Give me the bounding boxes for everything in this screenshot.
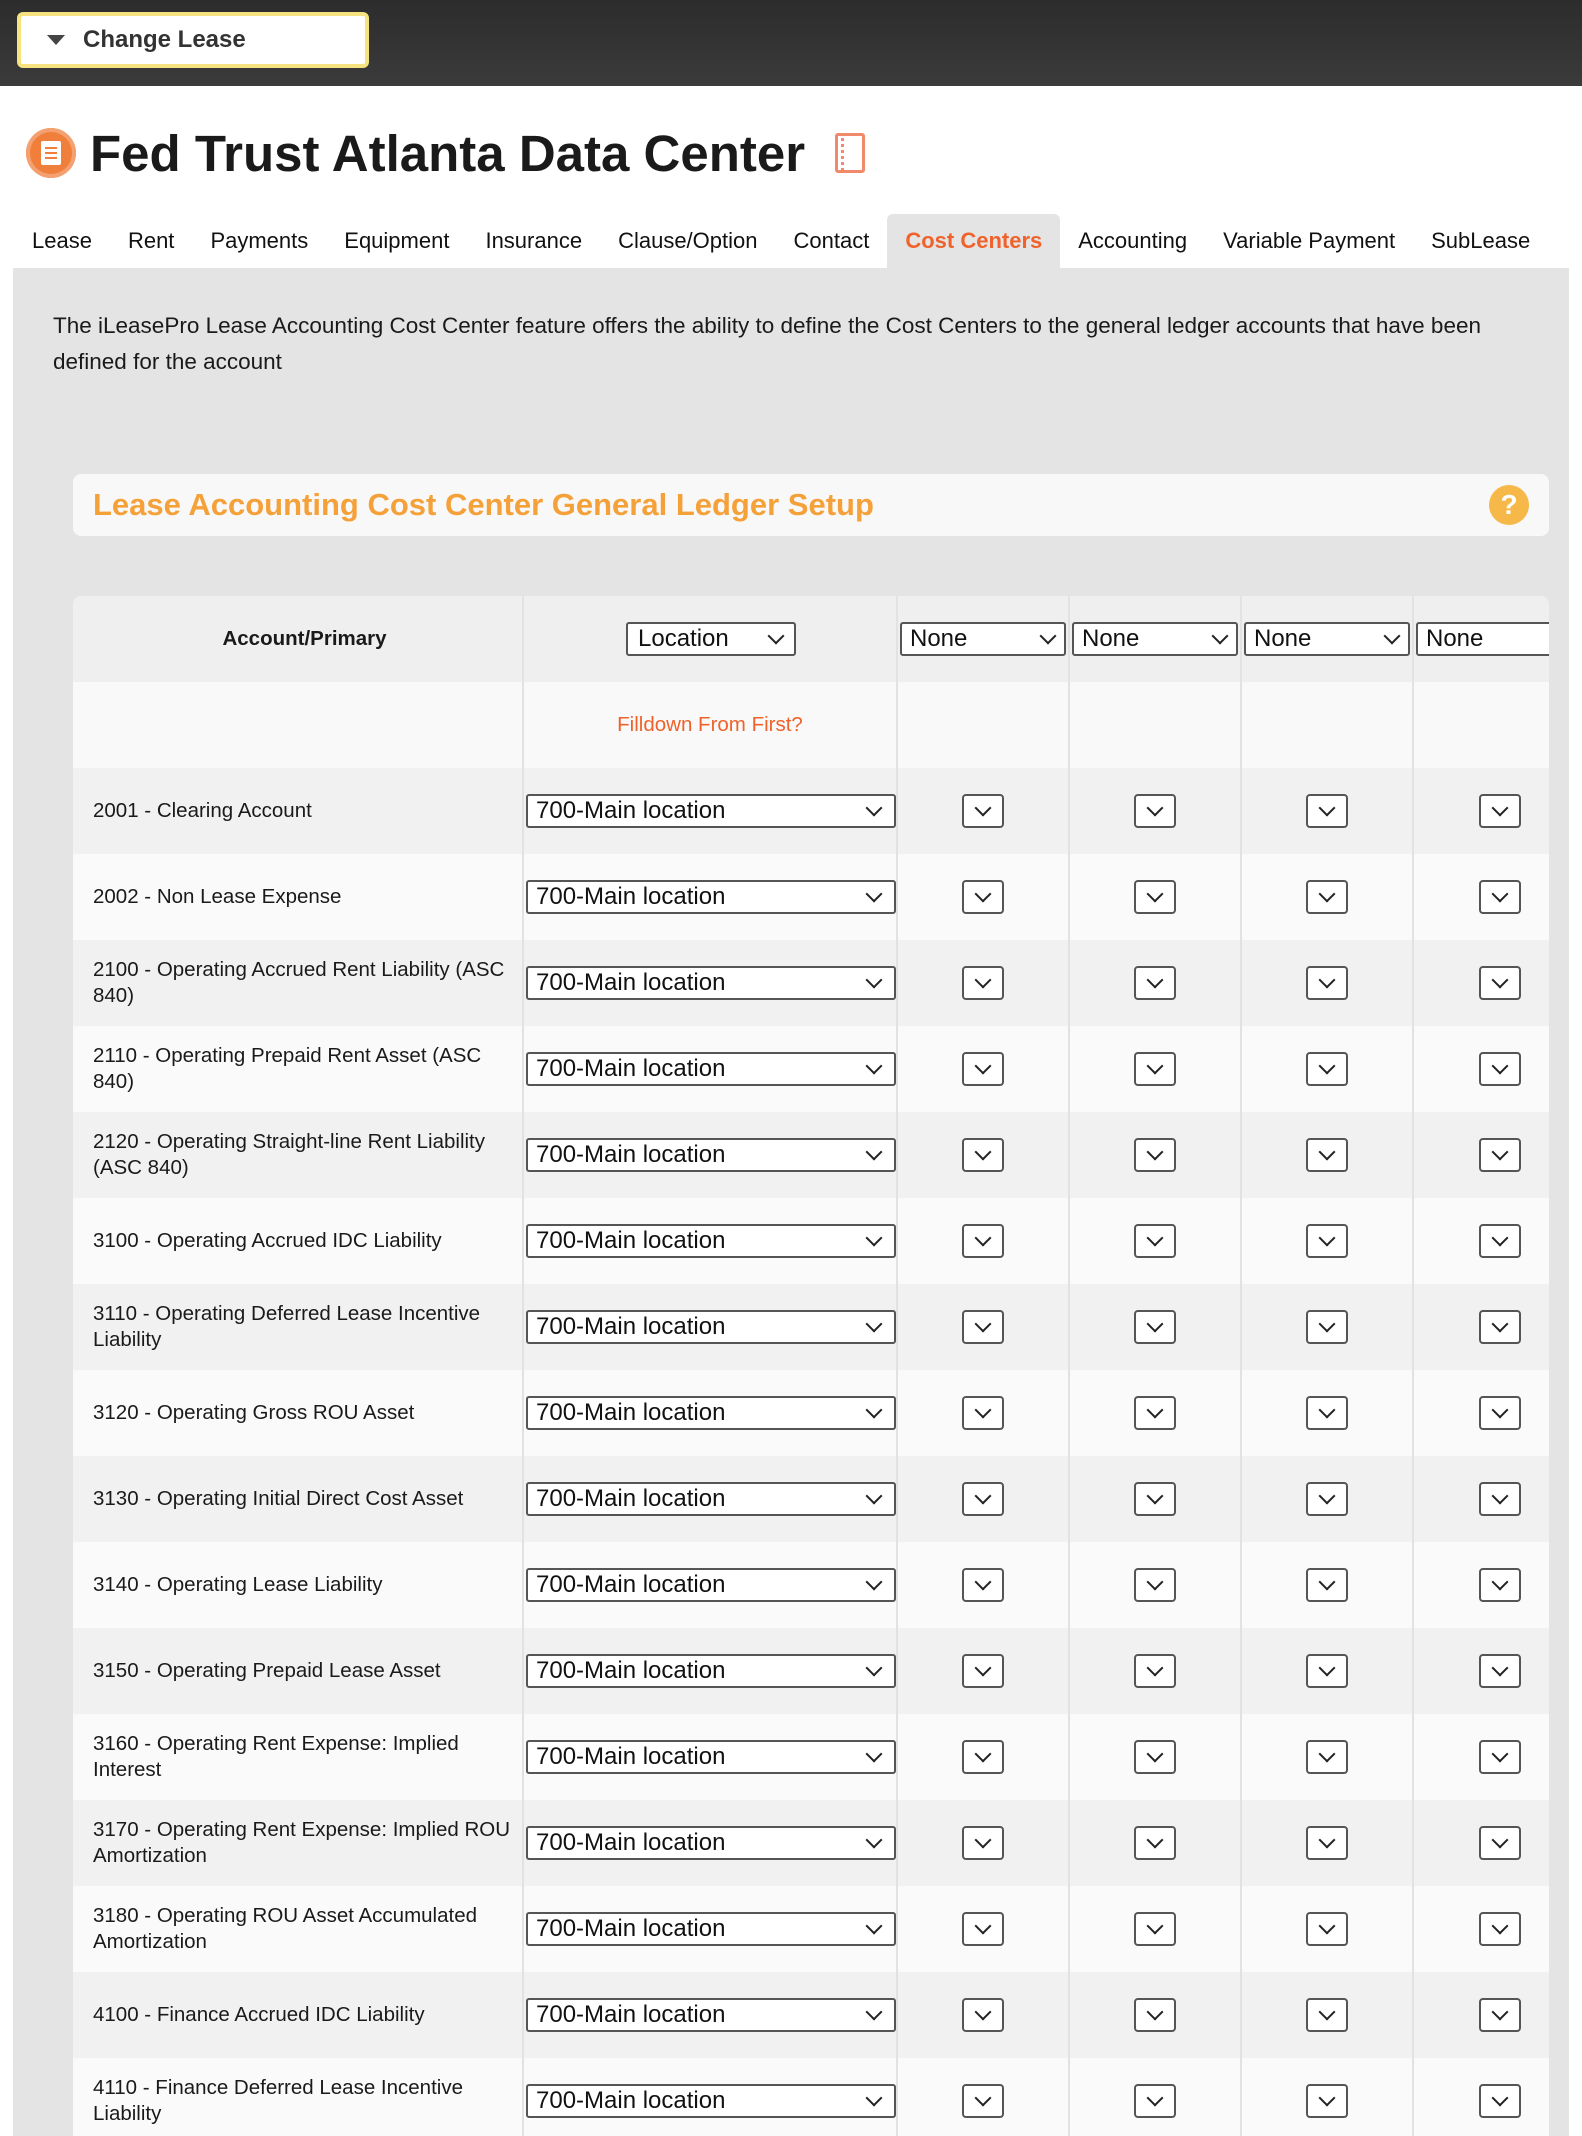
- chevron-down-icon: [866, 1488, 883, 1505]
- chevron-down-icon: [866, 1144, 883, 1161]
- cost-center-select[interactable]: [1134, 1138, 1176, 1172]
- cost-center-select[interactable]: [1479, 1224, 1521, 1258]
- chevron-down-icon: [1491, 1488, 1508, 1505]
- cost-center-select[interactable]: [962, 1654, 1004, 1688]
- cost-center-select[interactable]: [1306, 1396, 1348, 1430]
- chevron-down-icon: [1147, 1488, 1164, 1505]
- title-row: [26, 118, 865, 188]
- chevron-down-icon: [1212, 628, 1229, 645]
- account-primary-header: Account/Primary: [73, 596, 523, 682]
- cost-center-select[interactable]: [1479, 1740, 1521, 1774]
- location-select[interactable]: 700-Main location: [526, 1052, 896, 1086]
- chevron-down-icon: [975, 1316, 992, 1333]
- cost-center-select[interactable]: [962, 966, 1004, 1000]
- column-select-5[interactable]: None: [1416, 622, 1549, 656]
- cost-center-select[interactable]: [1134, 1396, 1176, 1430]
- chevron-down-icon: [1491, 1660, 1508, 1677]
- section-title: Lease Accounting Cost Center General Ledger Setup: [93, 487, 874, 522]
- cost-center-select[interactable]: [1134, 1998, 1176, 2032]
- chevron-down-icon: [1147, 1746, 1164, 1763]
- chevron-down-icon: [1319, 1660, 1336, 1677]
- cost-center-select[interactable]: [1479, 1912, 1521, 1946]
- chevron-down-icon: [866, 1402, 883, 1419]
- cost-center-select[interactable]: [1479, 1654, 1521, 1688]
- chevron-down-icon: [866, 972, 883, 989]
- chevron-down-icon: [1319, 1918, 1336, 1935]
- table-row: [73, 1886, 1549, 1972]
- help-icon[interactable]: ?: [1489, 485, 1529, 525]
- chevron-down-icon: [975, 1058, 992, 1075]
- section-header: [73, 474, 1549, 536]
- cost-center-select[interactable]: [1479, 1396, 1521, 1430]
- account-name: 3100 - Operating Accrued IDC Liability: [73, 1198, 523, 1284]
- location-select[interactable]: 700-Main location: [526, 1310, 896, 1344]
- chevron-down-icon: [1319, 1746, 1336, 1763]
- chevron-down-icon: [1491, 2004, 1508, 2021]
- location-select[interactable]: 700-Main location: [526, 880, 896, 914]
- cost-center-select[interactable]: [962, 880, 1004, 914]
- cost-center-select[interactable]: [1306, 2084, 1348, 2118]
- cost-center-select[interactable]: [1134, 1912, 1176, 1946]
- column-select-location[interactable]: Location: [626, 622, 796, 656]
- chevron-down-icon: [975, 972, 992, 989]
- account-name: 3180 - Operating ROU Asset Accumulated Amortization: [73, 1886, 523, 1972]
- cost-center-select[interactable]: [1134, 2084, 1176, 2118]
- chevron-down-icon: [1147, 1058, 1164, 1075]
- location-select[interactable]: 700-Main location: [526, 1998, 896, 2032]
- account-name: 3150 - Operating Prepaid Lease Asset: [73, 1628, 523, 1714]
- chevron-down-icon: [866, 1660, 883, 1677]
- tab-sublease[interactable]: SubLease: [1431, 228, 1531, 253]
- column-select-4[interactable]: None: [1244, 622, 1410, 656]
- table-row: [73, 854, 1549, 940]
- cost-center-select[interactable]: [962, 794, 1004, 828]
- lease-document-icon: [26, 128, 76, 178]
- cost-center-select[interactable]: [1479, 880, 1521, 914]
- chevron-down-icon: [975, 886, 992, 903]
- cost-center-select[interactable]: [1479, 1138, 1521, 1172]
- caret-down-icon: [47, 35, 65, 45]
- chevron-down-icon: [1319, 1488, 1336, 1505]
- location-select[interactable]: 700-Main location: [526, 1654, 896, 1688]
- table-row: [73, 1370, 1549, 1456]
- location-select[interactable]: 700-Main location: [526, 2084, 896, 2118]
- chevron-down-icon: [1319, 1144, 1336, 1161]
- chevron-down-icon: [1147, 1574, 1164, 1591]
- cost-center-select[interactable]: [1134, 1310, 1176, 1344]
- cost-center-select[interactable]: [962, 2084, 1004, 2118]
- tab-rent[interactable]: Rent: [127, 228, 175, 253]
- account-name: 3140 - Operating Lease Liability: [73, 1542, 523, 1628]
- location-select[interactable]: 700-Main location: [526, 1224, 896, 1258]
- chevron-down-icon: [866, 1574, 883, 1591]
- tab-variable-payment[interactable]: Variable Payment: [1223, 228, 1396, 253]
- page-title: Fed Trust Atlanta Data Center: [90, 124, 806, 182]
- chevron-down-icon: [1491, 800, 1508, 817]
- chevron-down-icon: [975, 1918, 992, 1935]
- cost-center-table: [73, 596, 1549, 2136]
- cost-center-select[interactable]: [1479, 1052, 1521, 1086]
- cost-center-select[interactable]: [1479, 1310, 1521, 1344]
- cost-center-select[interactable]: [962, 1568, 1004, 1602]
- top-bar: [0, 0, 1582, 86]
- account-name: 3170 - Operating Rent Expense: Implied ROU Amortization: [73, 1800, 523, 1886]
- cost-center-select[interactable]: [1479, 1568, 1521, 1602]
- cost-center-select[interactable]: [1134, 880, 1176, 914]
- tab-payments[interactable]: Payments: [210, 228, 309, 253]
- location-select[interactable]: 700-Main location: [526, 1912, 896, 1946]
- chevron-down-icon: [866, 2004, 883, 2021]
- chevron-down-icon: [975, 800, 992, 817]
- cost-center-select[interactable]: [1479, 1998, 1521, 2032]
- tab-accounting[interactable]: Accounting: [1078, 228, 1188, 253]
- chevron-down-icon: [975, 1574, 992, 1591]
- chevron-down-icon: [1319, 886, 1336, 903]
- chevron-down-icon: [1147, 1316, 1164, 1333]
- account-name: 2100 - Operating Accrued Rent Liability (ASC 840): [73, 940, 523, 1026]
- cost-center-select[interactable]: [962, 1740, 1004, 1774]
- cost-center-select[interactable]: [1306, 880, 1348, 914]
- chevron-down-icon: [1147, 1660, 1164, 1677]
- location-select[interactable]: 700-Main location: [526, 1826, 896, 1860]
- chevron-down-icon: [1491, 1316, 1508, 1333]
- cost-center-select[interactable]: [1134, 1052, 1176, 1086]
- table-row: [73, 2058, 1549, 2136]
- cost-center-select[interactable]: [1306, 1052, 1348, 1086]
- location-select[interactable]: 700-Main location: [526, 1740, 896, 1774]
- chevron-down-icon: [975, 1144, 992, 1161]
- chevron-down-icon: [1147, 972, 1164, 989]
- cost-centers-panel: [13, 268, 1569, 2136]
- cost-center-select[interactable]: [1134, 1224, 1176, 1258]
- cost-center-select[interactable]: [1306, 1224, 1348, 1258]
- cost-center-select[interactable]: [962, 1138, 1004, 1172]
- location-select[interactable]: 700-Main location: [526, 1482, 896, 1516]
- table-row: [73, 1026, 1549, 1112]
- chevron-down-icon: [975, 1402, 992, 1419]
- cost-center-select[interactable]: [1306, 1482, 1348, 1516]
- chevron-down-icon: [866, 886, 883, 903]
- chevron-down-icon: [1491, 2090, 1508, 2107]
- account-name: 3120 - Operating Gross ROU Asset: [73, 1370, 523, 1456]
- column-select-3[interactable]: None: [1072, 622, 1238, 656]
- chevron-down-icon: [1147, 886, 1164, 903]
- chevron-down-icon: [1319, 1058, 1336, 1075]
- cost-center-select[interactable]: [1479, 794, 1521, 828]
- chevron-down-icon: [975, 1230, 992, 1247]
- cost-center-select[interactable]: [1306, 1568, 1348, 1602]
- chevron-down-icon: [1319, 2090, 1336, 2107]
- chevron-down-icon: [866, 1058, 883, 1075]
- tab-cost-centers[interactable]: Cost Centers: [887, 214, 1060, 268]
- column-select-2[interactable]: None: [900, 622, 1066, 656]
- location-select[interactable]: 700-Main location: [526, 1138, 896, 1172]
- account-name: 3160 - Operating Rent Expense: Implied Interest: [73, 1714, 523, 1800]
- chevron-down-icon: [1319, 1402, 1336, 1419]
- table-row: [73, 1542, 1549, 1628]
- chevron-down-icon: [1491, 1402, 1508, 1419]
- chevron-down-icon: [866, 2090, 883, 2107]
- cost-center-select[interactable]: [1306, 1998, 1348, 2032]
- notebook-icon[interactable]: [835, 133, 865, 173]
- cost-center-select[interactable]: [1479, 966, 1521, 1000]
- chevron-down-icon: [975, 1488, 992, 1505]
- chevron-down-icon: [1491, 1746, 1508, 1763]
- tab-equipment[interactable]: Equipment: [344, 228, 450, 253]
- cost-center-select[interactable]: [962, 1998, 1004, 2032]
- table-row: [73, 1800, 1549, 1886]
- chevron-down-icon: [1491, 886, 1508, 903]
- chevron-down-icon: [866, 1230, 883, 1247]
- tab-clause-option[interactable]: Clause/Option: [618, 228, 758, 253]
- chevron-down-icon: [1147, 1832, 1164, 1849]
- chevron-down-icon: [866, 1746, 883, 1763]
- table-row: [73, 940, 1549, 1026]
- account-name: 3110 - Operating Deferred Lease Incentive Liability: [73, 1284, 523, 1370]
- location-select[interactable]: 700-Main location: [526, 794, 896, 828]
- location-select[interactable]: 700-Main location: [526, 966, 896, 1000]
- location-select[interactable]: 700-Main location: [526, 1396, 896, 1430]
- tab-lease[interactable]: Lease: [32, 228, 92, 253]
- chevron-down-icon: [1319, 1832, 1336, 1849]
- chevron-down-icon: [1491, 972, 1508, 989]
- cost-center-select[interactable]: [1134, 1740, 1176, 1774]
- chevron-down-icon: [866, 1832, 883, 1849]
- cost-center-select[interactable]: [1134, 1482, 1176, 1516]
- filldown-row: [73, 682, 1549, 768]
- cost-center-select[interactable]: [1134, 794, 1176, 828]
- chevron-down-icon: [1147, 1402, 1164, 1419]
- cost-center-select[interactable]: [1306, 1310, 1348, 1344]
- chevron-down-icon: [1384, 628, 1401, 645]
- table-row: [73, 1972, 1549, 2058]
- cost-center-select[interactable]: [1306, 966, 1348, 1000]
- cost-center-select[interactable]: [1306, 1826, 1348, 1860]
- chevron-down-icon: [975, 2004, 992, 2021]
- chevron-down-icon: [975, 1746, 992, 1763]
- chevron-down-icon: [768, 628, 785, 645]
- chevron-down-icon: [1319, 1316, 1336, 1333]
- chevron-down-icon: [1491, 1058, 1508, 1075]
- chevron-down-icon: [866, 1316, 883, 1333]
- table-row: [73, 1714, 1549, 1800]
- chevron-down-icon: [1147, 800, 1164, 817]
- chevron-down-icon: [1491, 1144, 1508, 1161]
- chevron-down-icon: [866, 800, 883, 817]
- cost-center-select[interactable]: [962, 1912, 1004, 1946]
- chevron-down-icon: [1147, 2090, 1164, 2107]
- cost-center-select[interactable]: [962, 1482, 1004, 1516]
- table-row: [73, 1112, 1549, 1198]
- chevron-down-icon: [975, 2090, 992, 2107]
- table-header-row: [73, 596, 1549, 682]
- chevron-down-icon: [1147, 1230, 1164, 1247]
- chevron-down-icon: [1491, 1230, 1508, 1247]
- chevron-down-icon: [1040, 628, 1057, 645]
- table-row: [73, 1456, 1549, 1542]
- cost-center-select[interactable]: [1306, 1138, 1348, 1172]
- cost-center-select[interactable]: [962, 1224, 1004, 1258]
- cost-center-select[interactable]: [1479, 2084, 1521, 2118]
- table-row: [73, 768, 1549, 854]
- cost-center-select[interactable]: [1306, 1740, 1348, 1774]
- cost-center-select[interactable]: [962, 1052, 1004, 1086]
- chevron-down-icon: [1147, 1144, 1164, 1161]
- chevron-down-icon: [1319, 1574, 1336, 1591]
- cost-center-select[interactable]: [1134, 1826, 1176, 1860]
- account-name: 4110 - Finance Deferred Lease Incentive Liability: [73, 2058, 523, 2136]
- chevron-down-icon: [1147, 1918, 1164, 1935]
- chevron-down-icon: [1319, 2004, 1336, 2021]
- cost-center-select[interactable]: [1134, 966, 1176, 1000]
- cost-center-select[interactable]: [962, 1826, 1004, 1860]
- cost-center-select[interactable]: [962, 1310, 1004, 1344]
- change-lease-button[interactable]: [17, 12, 369, 68]
- cost-center-select[interactable]: [1479, 1482, 1521, 1516]
- intro-text: The iLeasePro Lease Accounting Cost Center feature offers the ability to define the Cost Centers to the general ledger accounts that have been defined for the account: [53, 313, 1481, 374]
- chevron-down-icon: [975, 1832, 992, 1849]
- chevron-down-icon: [866, 1918, 883, 1935]
- cost-center-select[interactable]: [1479, 1826, 1521, 1860]
- chevron-down-icon: [1491, 1574, 1508, 1591]
- account-name: 3130 - Operating Initial Direct Cost Asset: [73, 1456, 523, 1542]
- change-lease-label: Change Lease: [83, 26, 246, 53]
- account-name: 2001 - Clearing Account: [73, 768, 523, 854]
- tab-bar: [14, 214, 1548, 268]
- cost-center-select[interactable]: [1306, 1912, 1348, 1946]
- chevron-down-icon: [1491, 1918, 1508, 1935]
- table-row: [73, 1284, 1549, 1370]
- cost-center-select[interactable]: [1134, 1654, 1176, 1688]
- location-select[interactable]: 700-Main location: [526, 1568, 896, 1602]
- chevron-down-icon: [975, 1660, 992, 1677]
- chevron-down-icon: [1147, 2004, 1164, 2021]
- cost-center-select[interactable]: [962, 1396, 1004, 1430]
- tab-insurance[interactable]: Insurance: [485, 228, 583, 253]
- cost-center-select[interactable]: [1306, 1654, 1348, 1688]
- table-row: [73, 1628, 1549, 1714]
- tab-contact[interactable]: Contact: [793, 228, 870, 253]
- chevron-down-icon: [1319, 972, 1336, 989]
- cost-center-select[interactable]: [1306, 794, 1348, 828]
- cost-center-select[interactable]: [1134, 1568, 1176, 1602]
- table-row: [73, 1198, 1549, 1284]
- account-name: 2110 - Operating Prepaid Rent Asset (ASC 840): [73, 1026, 523, 1112]
- account-name: 2120 - Operating Straight-line Rent Liability (ASC 840): [73, 1112, 523, 1198]
- filldown-from-first-link[interactable]: Filldown From First?: [523, 682, 897, 768]
- account-name: 2002 - Non Lease Expense: [73, 854, 523, 940]
- chevron-down-icon: [1319, 800, 1336, 817]
- account-name: 4100 - Finance Accrued IDC Liability: [73, 1972, 523, 2058]
- chevron-down-icon: [1319, 1230, 1336, 1247]
- chevron-down-icon: [1491, 1832, 1508, 1849]
